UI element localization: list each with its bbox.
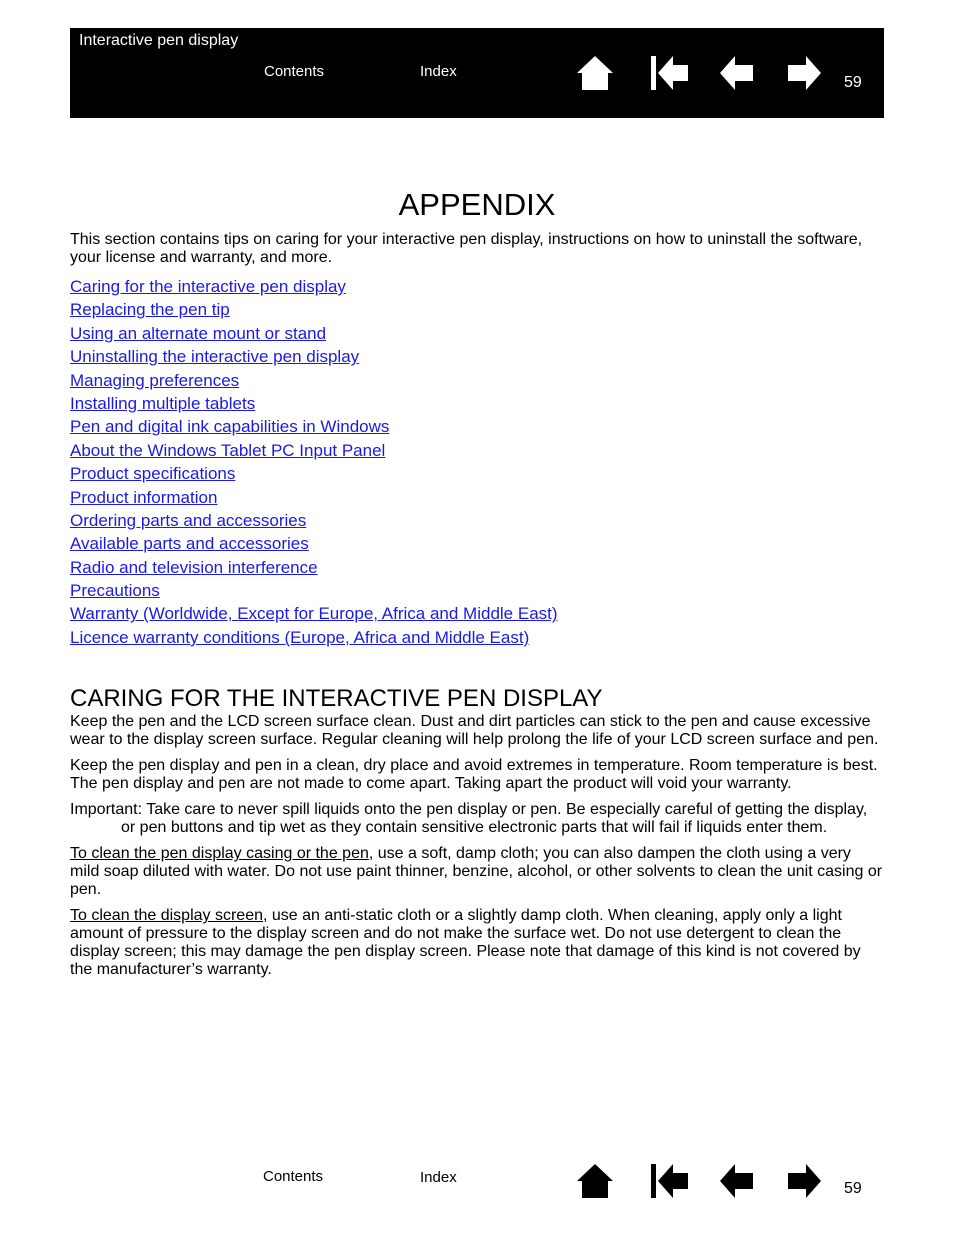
- header-title: Interactive pen display: [79, 32, 239, 49]
- section-paragraph: Keep the pen and the LCD screen surface clean. Dust and dirt particles can stick to the pen and cause excessive wear to the display screen surface. Regular cleaning will help prolong the life of your LCD screen surface and pen.: [70, 713, 879, 749]
- toc-link-available-parts[interactable]: Available parts and accessories: [70, 534, 309, 554]
- toc-link-ordering-parts[interactable]: Ordering parts and accessories: [70, 510, 307, 530]
- toc-item: [70, 532, 884, 555]
- underlined-lead: To clean the display screen: [70, 907, 263, 925]
- toc-link-precautions[interactable]: Precautions: [70, 581, 160, 601]
- paragraph-text: , use a soft, damp cloth; you can also dampen the cloth using a very mild soap diluted with water. Do not use paint thinner, benzine, alcohol, or other solvents to clean the unit casing or pen.: [70, 845, 883, 899]
- toc-link-managing-preferences[interactable]: Managing preferences: [70, 370, 240, 390]
- underlined-lead: To clean the pen display casing or the pen: [70, 845, 369, 863]
- toc-item: [70, 345, 884, 368]
- toc-list: [70, 275, 884, 649]
- toc-item: [70, 275, 884, 298]
- toc-link-digital-ink[interactable]: Pen and digital ink capabilities in Windows: [70, 417, 390, 437]
- forward-arrow-icon[interactable]: [784, 1161, 824, 1201]
- toc-item: [70, 298, 884, 321]
- footer-bar: [70, 1158, 884, 1208]
- back-arrow-icon[interactable]: [717, 53, 757, 93]
- toc-item: [70, 626, 884, 649]
- page-title: APPENDIX: [398, 187, 556, 222]
- main-content: [70, 231, 884, 987]
- toc-item: [70, 322, 884, 345]
- footer-contents-link[interactable]: Contents: [263, 1168, 324, 1185]
- toc-item: [70, 556, 884, 579]
- toc-link-warranty-worldwide[interactable]: Warranty (Worldwide, Except for Europe, Africa and Middle East): [70, 604, 558, 624]
- section-paragraph: [70, 845, 884, 899]
- toc-item: [70, 509, 884, 532]
- toc-item: [70, 602, 884, 625]
- header-page-number: 59: [844, 74, 862, 91]
- home-icon[interactable]: [575, 53, 615, 93]
- toc-item: [70, 415, 884, 438]
- header-bar: [70, 28, 884, 118]
- paragraph-text: , use an anti-static cloth or a slightly damp cloth. When cleaning, apply only a light amount of pressure to the display screen and do not make the surface wet. Do not use detergent to clean the display screen; this may damage the pen display screen. Please note that damage of this kind is not covered by the manufacturer’s warranty.: [70, 907, 861, 979]
- toc-item: [70, 462, 884, 485]
- first-page-icon[interactable]: [649, 53, 689, 93]
- first-page-icon[interactable]: [649, 1161, 689, 1201]
- toc-link-licence-warranty[interactable]: Licence warranty conditions (Europe, Africa and Middle East): [70, 627, 530, 647]
- toc-link-product-specifications[interactable]: Product specifications: [70, 464, 236, 484]
- home-icon[interactable]: [575, 1161, 615, 1201]
- toc-link-product-information[interactable]: Product information: [70, 487, 218, 507]
- section-paragraph: [70, 907, 884, 979]
- footer-page-number: 59: [844, 1180, 862, 1197]
- toc-item: [70, 439, 884, 462]
- toc-link-multiple-tablets[interactable]: Installing multiple tablets: [70, 393, 256, 413]
- toc-item: [70, 392, 884, 415]
- toc-link-radio-interference[interactable]: Radio and television interference: [70, 557, 318, 577]
- toc-item: [70, 579, 884, 602]
- section-heading: CARING FOR THE INTERACTIVE PEN DISPLAY: [70, 685, 603, 713]
- back-arrow-icon[interactable]: [717, 1161, 757, 1201]
- toc-link-alternate-mount[interactable]: Using an alternate mount or stand: [70, 323, 327, 343]
- forward-arrow-icon[interactable]: [784, 53, 824, 93]
- section-paragraph: Keep the pen display and pen in a clean, dry place and avoid extremes in temperature. Room temperature is best. The pen display and pen are not made to come apart. Taking apart the product will void your warranty.: [70, 757, 878, 793]
- important-note: Important: Take care to never spill liquids onto the pen display or pen. Be especially careful of getting the display, or pen buttons and tip wet as they contain sensitive electronic parts that will fail if liquids enter them.: [70, 801, 868, 837]
- intro-paragraph: This section contains tips on caring for your interactive pen display, instructions on how to uninstall the software, your license and warranty, and more.: [70, 231, 863, 266]
- toc-item: [70, 369, 884, 392]
- toc-link-caring[interactable]: Caring for the interactive pen display: [70, 277, 346, 296]
- toc-link-uninstalling[interactable]: Uninstalling the interactive pen display: [70, 347, 360, 367]
- header-contents-link[interactable]: Contents: [264, 63, 325, 80]
- footer-index-link[interactable]: Index: [420, 1169, 457, 1186]
- header-index-link[interactable]: Index: [420, 63, 457, 80]
- toc-item: [70, 486, 884, 509]
- toc-link-replacing-pen-tip[interactable]: Replacing the pen tip: [70, 300, 230, 320]
- toc-link-input-panel[interactable]: About the Windows Tablet PC Input Panel: [70, 440, 386, 460]
